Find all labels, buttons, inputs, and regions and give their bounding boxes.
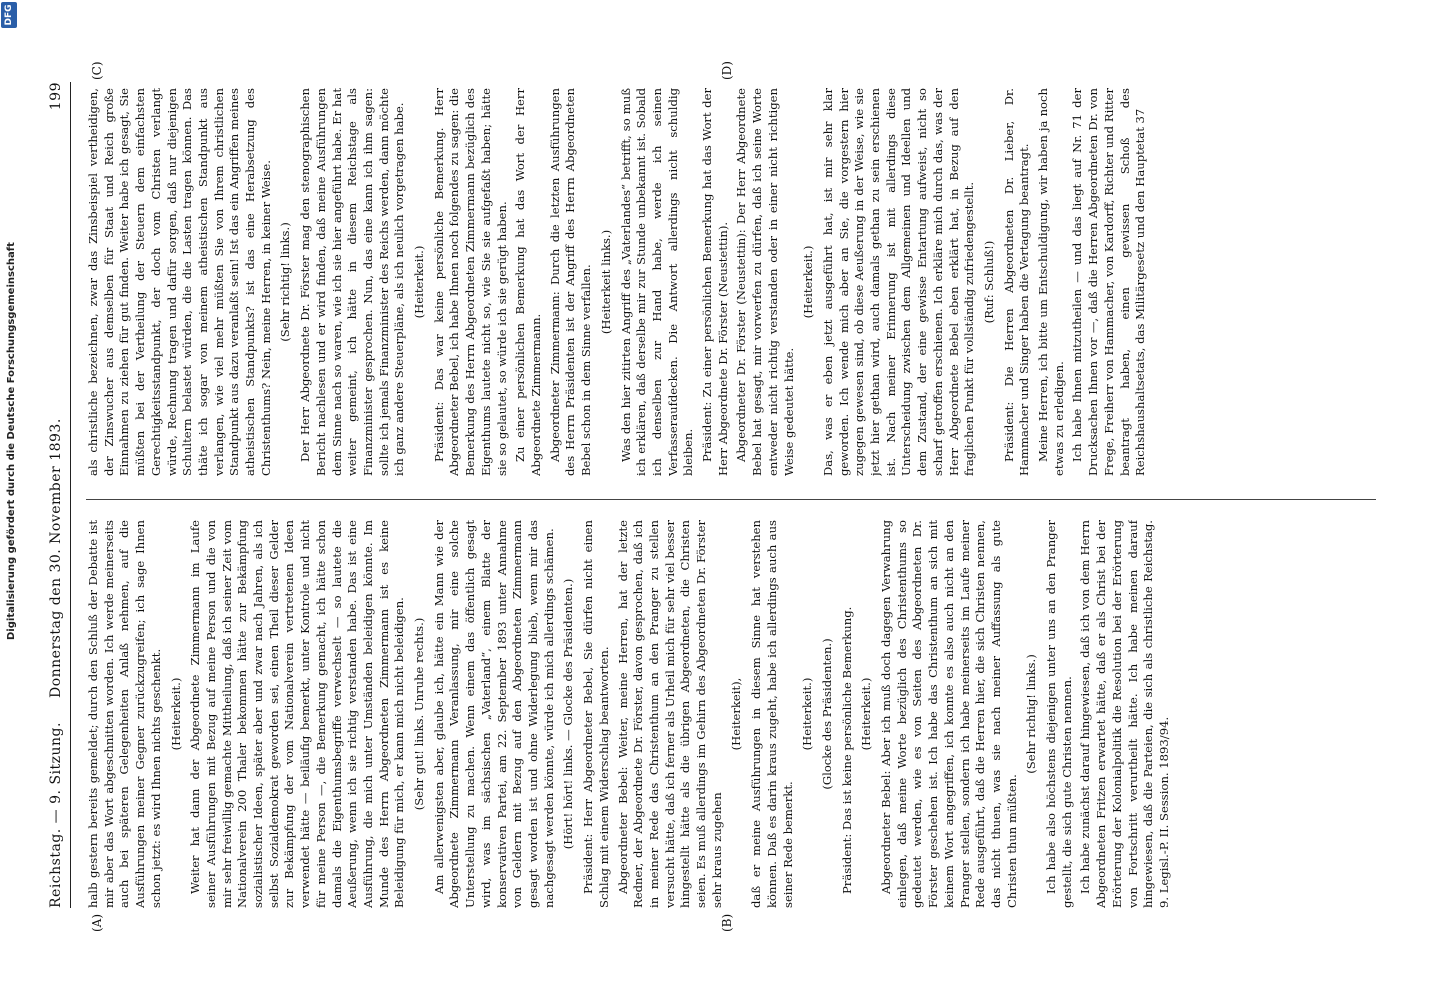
left-paragraph: Ich habe also höchstens diejenigen unter uns an den Pranger gestellt, die sich gute Christen nennen. [1044,520,1074,908]
left-interjection: (Heiterkeit.) [800,677,815,751]
left-interjection: (Heiterkeit.) [859,677,874,751]
column-divider [86,499,1376,500]
right-paragraph: Präsident: Die Herren Abgeordneten Dr. Lieber, Dr. Hammacher und Singer haben die Vertagung beantragt. [1001,88,1032,476]
margin-mark-b: (B) [720,913,734,932]
left-interjection: (Glocke des Präsidenten.) [819,638,834,790]
left-paragraph: Präsident: Herr Abgeordneter Bebel, Sie dürfen nicht einen Schlag mit einem Widerschlag beantworten. [581,520,611,908]
header-date: Donnerstag den 30. November 1893. [48,418,64,698]
left-text-column [86,520,1376,908]
left-interjection: (Heiterkeit), [729,677,744,751]
right-paragraph: Abgeordneter Dr. Förster (Neustettin): Der Herr Abgeordnete Bebel hat gesagt, mir vorwerfen zu dürfen, daß ich seine Worte entweder nicht richtig verstanden oder in einer nicht richtigen Weise gedeutet hätte. [734,88,796,476]
left-paragraph: daß er meine Ausführungen in diesem Sinne hat verstehen können. Daß es darin kraus zugeht, habe ich allerdings auch aus seiner Rede bemerkt. [749,520,795,908]
right-paragraph: Präsident: Das war keine persönliche Bemerkung. Herr Abgeordneter Bebel, ich habe Ihnen noch folgendes zu sagen: die Bemerkung des Herrn Abgeordneten Zimmermann bezüglich des Eigenthums lautete nicht so, wie Sie sie aufgefaßt haben; hätte sie so gelautet, so würde ich sie gerügt haben. [431,88,509,476]
left-interjection: (Sehr richtig! links.) [1024,654,1039,774]
right-paragraph: Präsident: Zu einer persönlichen Bemerkung hat das Wort der Herr Abgeordnete Dr. Förster (Neustettin). [700,88,730,476]
right-paragraph: Zu einer persönlichen Bemerkung hat das Wort der Herr Abgeordnete Zimmermann. [513,88,543,476]
page-number: 199 [48,82,64,111]
left-paragraph: Präsident: Das ist keine persönliche Bemerkung. [839,606,854,894]
dfg-logo: DFG [1,2,17,28]
left-interjection: (Sehr gut! links. Unruhe rechts.) [412,617,427,811]
left-paragraph: Abgeordneter Bebel: Weiter, meine Herren, hat der letzte Redner, der Abgeordnete Dr. Förster, davon gesprochen, daß ich in meiner Rede das Christenthum an den Pranger zu stellen versucht hätte, daß ich ferner als Urheil mich für sehr viel besser hingestellt hätte als die übrigen Abgeordneten, die Christen seien. Es muß allerdings im Gehirn des Abgeordneten Dr. Förster sehr kraus zugehen [615,520,724,908]
header-session: Reichstag. — 9. Sitzung. [48,722,64,908]
left-interjection: (Heiterkeit.) [168,677,183,751]
right-paragraph: Was den hier zitirten Angriff des „Vaterlandes“ betrifft, so muß ich erklären, daß derselbe mir zur Stunde unbekannt ist. Sobald ich denselben zur Hand habe, werde ich seinen Verfasseraufdecken. Die Antwort allerdings nicht schuldig bleiben. [618,88,696,476]
right-text-column [86,88,1376,476]
right-paragraph: Das, was er eben jetzt ausgeführt hat, ist mir sehr klar geworden. Ich wende mich aber an Sie, die vorgestern hier zugegen gewesen sind, ob diese Aeußerung in der Weise, wie sie jetzt hier gethan wird, auch damals gethan zu sein erschienen ist. Nach meiner Erinnerung ist mit allerdings diese Unterscheidung zwischen dem Allgemeinen und Ideellen und dem Zustand, der eine gewisse Entartung aufweist, nicht so scharf getroffen erschienen. Ich erkläre mich durch das, was der Herr Abgeordnete Bebel eben erklärt hat, in Bezug auf den fraglichen Punkt für vollständig zufriedengestellt. [820,88,977,476]
left-paragraph: Abgeordneter Bebel: Aber ich muß doch dagegen Verwahrung einlegen, daß meine Worte bezüglich des Christenthums so gedeutet werden, wie es von Seiten des Abgeordneten Dr. Förster geschehen ist. Ich habe das Christenthum an sich mit keinem Wort angegriffen, ich konnte es also auch nicht an den Pranger stellen, sondern ich habe meinerseits im Laufe meiner Rede ausgeführt, daß die Herren hier, die sich Christen nennen, das nicht thuen, was sie nach meiner Auffassung als gute Christen thun müßten. [879,520,1019,908]
margin-mark-d: (D) [720,61,734,80]
right-paragraph: Abgeordneter Zimmermann: Durch die letzten Ausführungen des Herrn Präsidenten ist der Angriff des Herrn Abgeordneten Bebel schon in dem Sinne verfallen. [547,88,594,476]
right-interjection: (Ruf: Schluß!) [981,240,996,324]
left-paragraph: Weiter hat dann der Abgeordnete Zimmermann im Laufe seiner Ausführungen mit Bezug auf meine Person und die von mir sehr freiwillig gemachte Mittheilung, daß ich seiner Zeit vom Nationalverein 200 Thaler bekommen hätte zur Bekämpfung sozialistischer Ideen, später aber und zwar nach Jahren, als ich selbst Sozialdemokrat geworden sei, einen Theil dieser Gelder zur Bekämpfung der vom Nationalverein vertretenen Ideen verwendet hätte — beiläufig bemerkt, unter Kontrole und nicht für meine Person —, die Bemerkung gemacht, ich hätte schon damals die Eigenthumsbegriffe verwechselt — so lautete die Aeußerung, wenn ich sie richtig verstanden habe. Das ist eine Ausführung, die mich unter Umständen beleidigen könnte. Im Munde des Herrn Abgeordneten Zimmermann ist es keine Beleidigung für mich, er kann mich nicht beleidigen. [188,520,407,908]
right-interjection: (Sehr richtig! links.) [278,222,293,342]
digitization-text: Digitalisierung gefördert durch die Deutsche Forschungsgemeinschaft [6,242,17,640]
digitization-note [0,0,22,1000]
left-paragraph: halb gestern bereits gemeldet; durch den Schluß der Debatte ist mir aber das Wort abgeschnitten worden. Ich werde meinerseits auch bei späteren Gelegenheiten Anlaß nehmen, auf die Ausführungen meiner Gegner zurückzugreifen; ich sage Ihnen schon jetzt: es wird Ihnen nichts geschenkt. [86,520,163,908]
right-paragraph: als christliche bezeichnen, zwar das Zinsbeispiel vertheidigen, der Zinswucher aus demselben für Staat und Reich große Einnahmen zu ziehen für gut finden. Weiter habe ich gesagt, Sie müßten bei der Vertheilung der Steuern dem einfachsten Gerechtigkeitsstandpunkt, der doch vom Christen verlangt würde, Rechnung tragen und dafür sorgen, daß nur diejenigen Schultern belastet würden, die die Lasten tragen können. Das thäte ich sogar von meinem atheistischen Standpunkt aus verlangen, wie viel mehr müßten Sie von Ihrem christlichen Standpunkt aus dazu veranlaßt sein! Ist das ein Angriffen meines atheistischen Standpunkts? ist das eine Herabsetzung des Christenthums? Nein, meine Herren, in keiner Weise. [86,88,273,476]
right-paragraph: Meine Herren, ich bitte um Entschuldigung, wir haben ja noch etwas zu erledigen. [1036,88,1066,476]
left-paragraph: Ich habe zunächst darauf hingewiesen, daß ich von dem Herrn Abgeordneten Fritzen erwartet hätte, daß er als Christ bei der Erörterung der Kolonialpolitik die Resolution bei der Erörterung von Fortschritt verurtheilt hätte. Ich habe meinen darauf hingewiesen, daß die Parteien, die sich als christliche Reichstag. 9. Legisl.-P. II. Session. 1893/94. [1078,520,1171,908]
left-paragraph: Am allerwenigsten aber, glaube ich, hätte ein Mann wie der Abgeordnete Zimmermann Veranlassung, mir eine solche Unterstellung zu machen. Wenn einem das öffentlich gesagt wird, was im sächsischen „Vaterland“, einem Blatte der konservativen Partei, am 22. September 1893 unter Annahme von Geldern mit Bezug auf den Abgeordneten Zimmermann gesagt worden ist und ohne Widerlegung blieb, wenn mir das nachgesagt werden könnte, würde ich mich allerdings schämen. [431,520,556,908]
right-interjection: (Heiterkeit.) [801,245,816,319]
left-interjection: (Hört! hört! links. — Glocke des Präsidenten.) [561,578,576,850]
margin-mark-c: (C) [90,61,104,80]
right-paragraph: Ich habe Ihnen mitzutheilen — und das liegt auf Nr. 71 der Drucksachen Ihnen vor —, daß die Herren Abgeordneten Dr. von Frege, Freiherr von Hammacher, von Kardorff, Richter und Ritter beantragt haben, einen gewissen Schoß des Reichshaushaltsetats, das Militärgesetz und den Hauptetat 37 [1070,88,1148,476]
running-header [46,82,71,908]
right-paragraph: Der Herr Abgeordnete Dr. Förster mag den stenographischen Bericht nachlesen und er wird finden, daß meine Ausführungen dem Sinne nach so waren, wie ich sie hier angeführt habe. Er hat weiter gemeint, ich hätte in diesem Reichstage als Finanzminister gesprochen. Nun, das eine kann ich ihm sagen: sollte ich jemals Finanzminister des Reichs werden, dann möchte ich ganz andere Steuerpläne, als ich neulich vorgetragen habe. [298,88,407,476]
right-interjection: (Heiterkeit.) [412,245,427,319]
margin-mark-a: (A) [90,913,104,932]
right-interjection: (Heiterkeit links.) [598,229,613,335]
